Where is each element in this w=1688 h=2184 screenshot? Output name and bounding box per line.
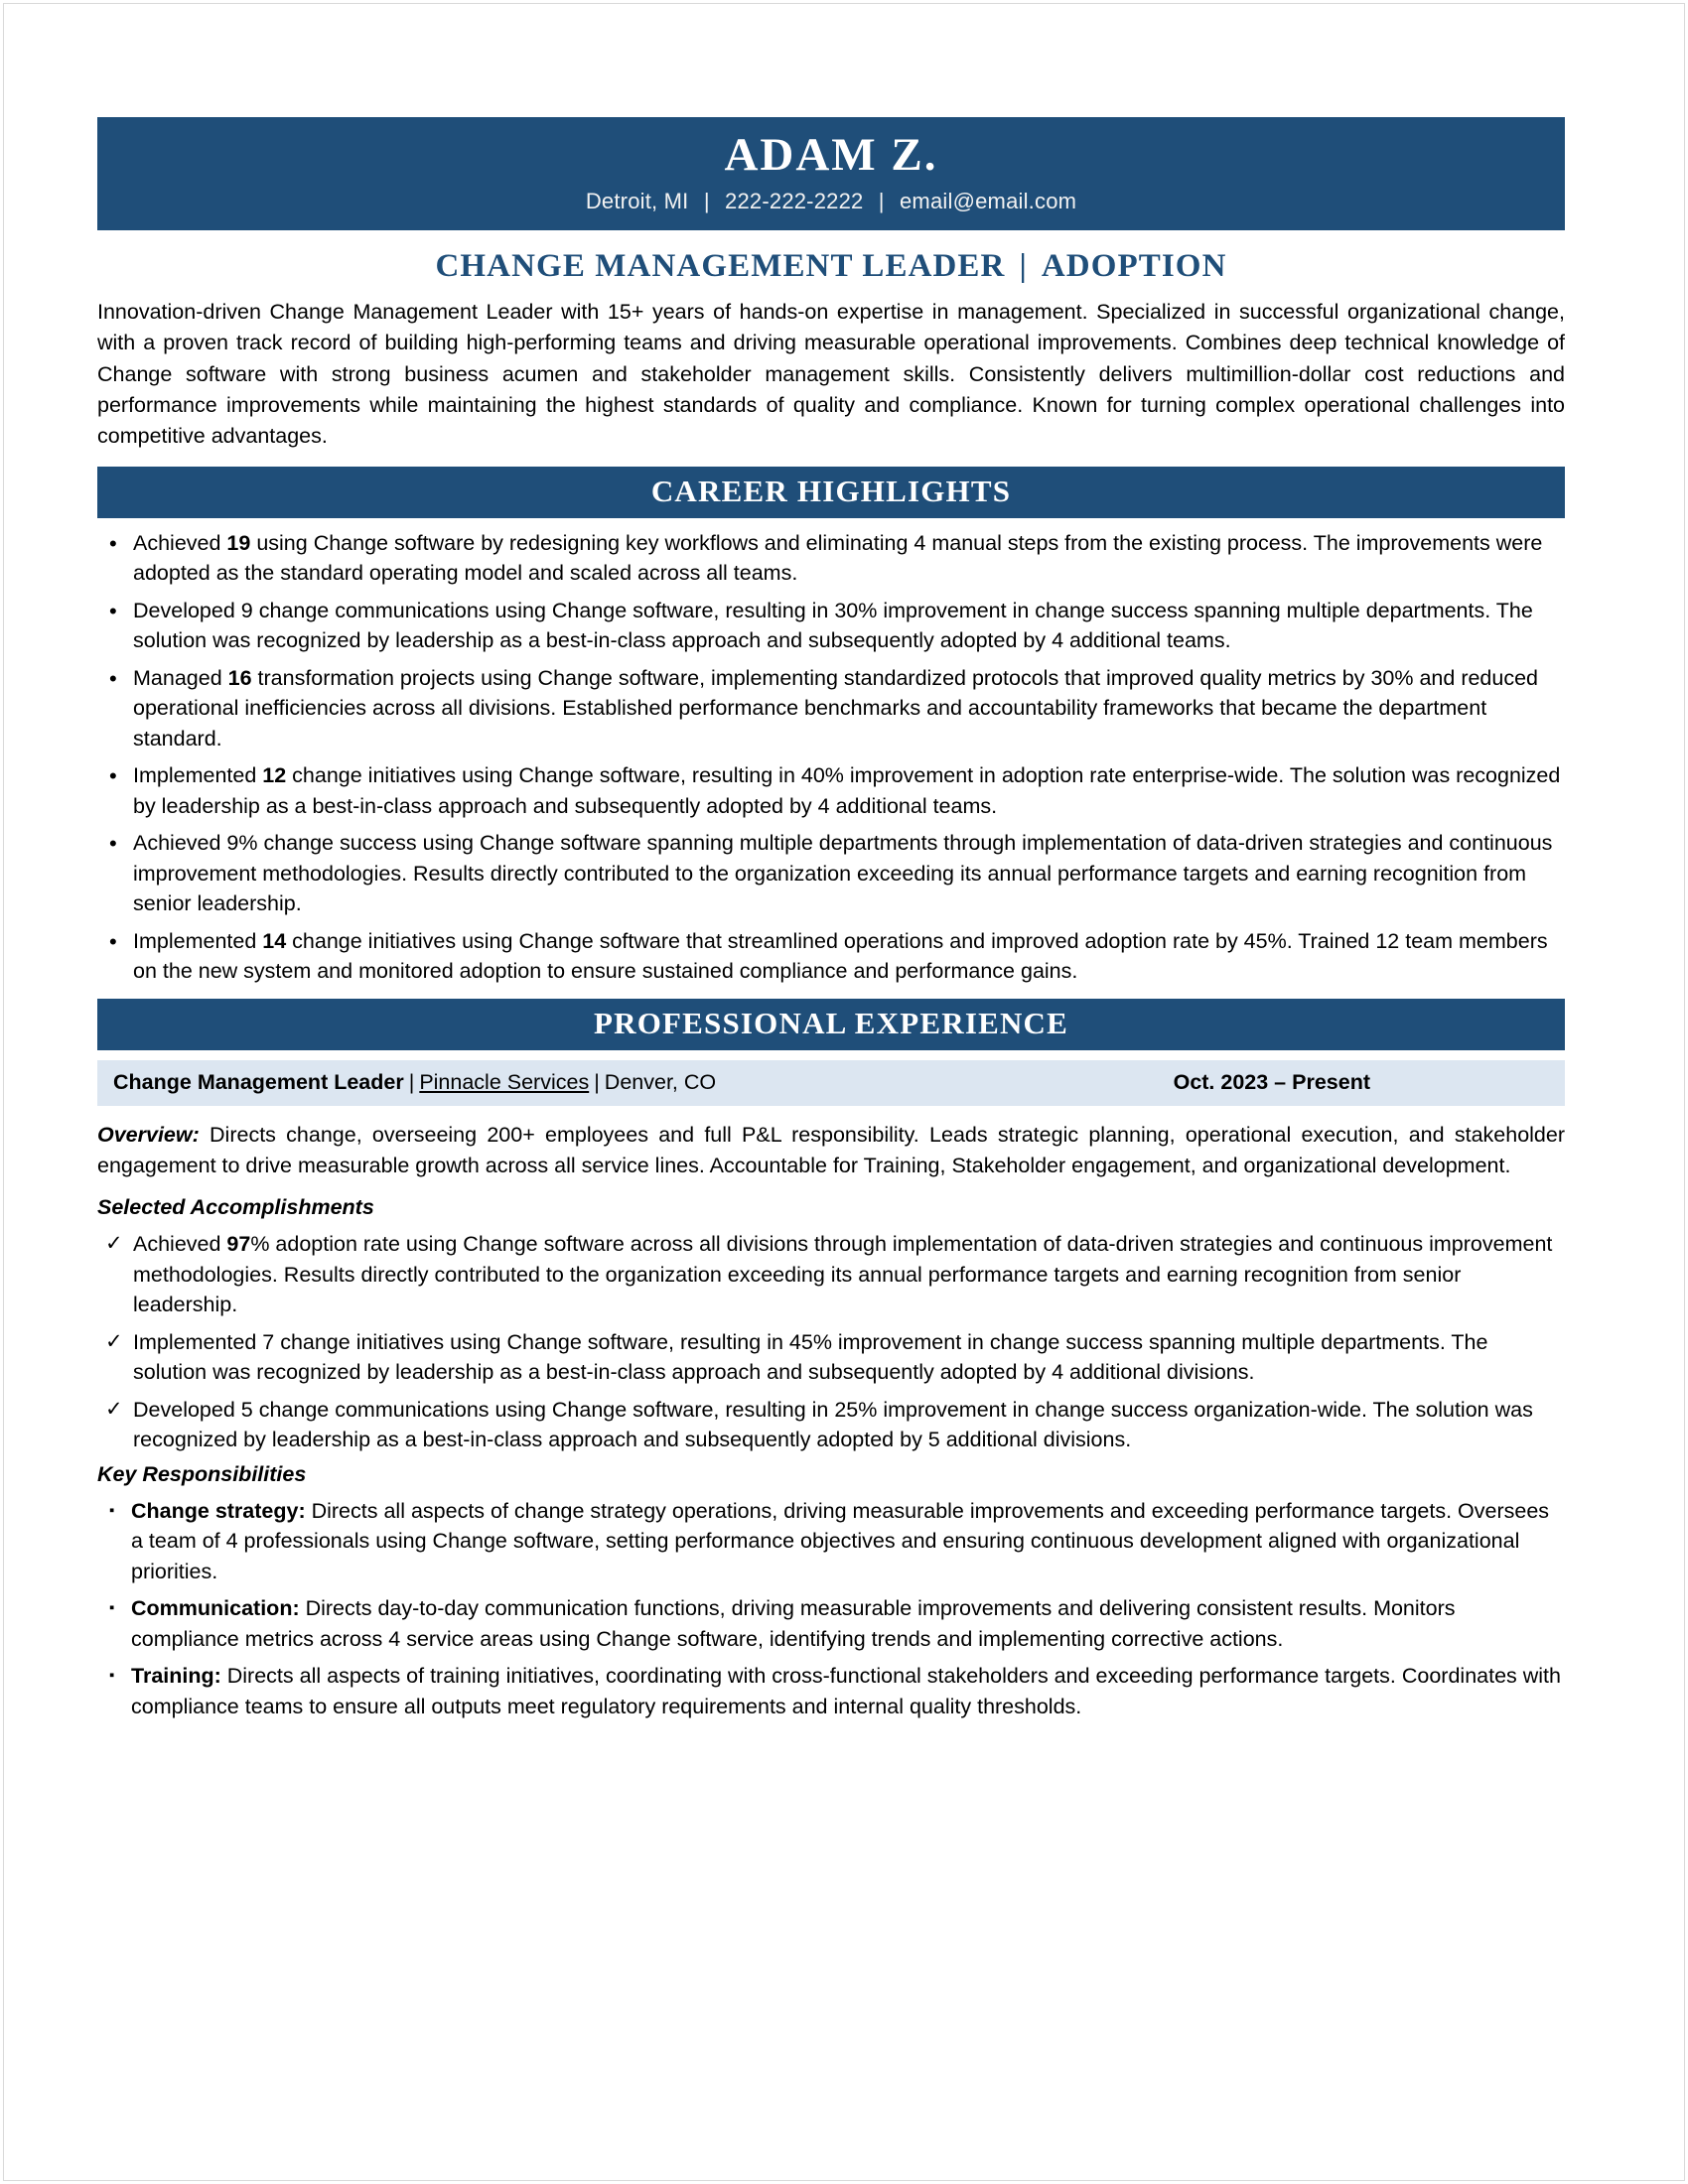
item-text-pre: Managed	[133, 665, 228, 690]
job-separator-1: |	[408, 1069, 415, 1094]
job-header-bar	[97, 1060, 1565, 1106]
list-item	[97, 596, 1565, 656]
item-text: Implemented 7 change initiatives using Change software, resulting in 45% improvement in change success spanning multiple departments. The solution was recognized by leadership as a best-in-class approach and subsequently adopted by 4 additional divisions.	[133, 1329, 1488, 1385]
responsibility-label: Communication:	[131, 1596, 300, 1621]
candidate-name: ADAM Z.	[724, 129, 938, 181]
contact-separator-1: |	[703, 188, 710, 213]
list-item	[97, 1593, 1565, 1654]
dot-marker-icon: •	[109, 831, 117, 857]
contact-phone: 222-222-2222	[725, 188, 864, 213]
list-item	[97, 926, 1565, 987]
selected-accomplishments-heading: Selected Accomplishments	[97, 1195, 374, 1220]
contact-email: email@email.com	[900, 188, 1077, 213]
professional-summary: Innovation-driven Change Management Leader with 15+ years of hands-on expertise in management. Specialized in successful organizational change, with a proven track record of building high-performing teams and driving measurable operational improvements. Combines deep technical knowledge of Change software with strong business acumen and stakeholder management skills. Consistently delivers multimillion-dollar cost reductions and performance improvements while maintaining the highest standards of quality and compliance. Known for turning complex operational challenges into competitive advantages.	[97, 299, 1565, 449]
dot-marker-icon: •	[109, 530, 117, 556]
item-text: transformation projects using Change software, implementing standardized protocols that improved quality metrics by 30% and reduced operational inefficiencies across all divisions. Established performance benchmarks and accountability frameworks that became the department standard.	[133, 665, 1539, 751]
item-highlight-value: 12	[262, 763, 287, 788]
dot-marker-icon: •	[109, 763, 117, 789]
item-text: Achieved 9% change success using Change software spanning multiple departments through implementation of data-driven strategies and continuous improvement methodologies. Results directly contributed to the organization exceeding its annual performance targets and earning recognition from senior leadership.	[133, 831, 1553, 916]
check-marker-icon: ✓	[105, 1329, 123, 1353]
professional-headline	[97, 248, 1565, 285]
name-header-banner	[97, 117, 1565, 230]
job-location: Denver, CO	[604, 1069, 717, 1094]
key-responsibilities-heading: Key Responsibilities	[97, 1461, 307, 1486]
section-title-professional-experience: PROFESSIONAL EXPERIENCE	[593, 1005, 1069, 1040]
resume-content	[97, 117, 1565, 1728]
job-dates: Oct. 2023 – Present	[1173, 1069, 1370, 1094]
item-text: change initiatives using Change software that streamlined operations and improved adoption rate by 45%. Trained 12 team members on the new system and monitored adoption to ensure sustained compliance and performance gains.	[133, 928, 1548, 984]
item-text: Developed 5 change communications using Change software, resulting in 25% improvement in change success organization-wide. The solution was recognized by leadership as a best-in-class approach and subsequently adopted by 5 additional divisions.	[133, 1397, 1533, 1452]
dot-marker-icon: •	[109, 598, 117, 623]
check-marker-icon: ✓	[105, 1232, 123, 1256]
responsibility-text: Directs all aspects of training initiatives, coordinating with cross-functional stakeholders and exceeding performance targets. Coordinates with compliance teams to ensure all outputs meet regulatory requirements and internal quality thresholds.	[131, 1664, 1561, 1718]
contact-separator-2: |	[878, 188, 885, 213]
job-identity	[113, 1070, 716, 1095]
list-item	[97, 528, 1565, 589]
dot-marker-icon: •	[109, 665, 117, 691]
item-highlight-value: 97	[226, 1232, 251, 1257]
overview-text: Directs change, overseeing 200+ employees and full P&L responsibility. Leads strategic planning, operational execution, and stakeholder engagement to drive measurable growth across all service lines. Accountable for Training, Stakeholder engagement, and organizational development.	[97, 1122, 1565, 1178]
selected-accomplishments-list	[97, 1229, 1565, 1455]
dot-marker-icon: •	[109, 928, 117, 954]
square-marker-icon: ▪	[109, 1667, 115, 1685]
key-responsibilities-list	[97, 1496, 1565, 1722]
job-company[interactable]: Pinnacle Services	[419, 1069, 590, 1094]
item-text: change initiatives using Change software, resulting in 40% improvement in adoption rate enterprise-wide. The solution was recognized by leadership as a best-in-class approach and subsequently adopted by 4 additional teams.	[133, 763, 1561, 818]
item-text: % adoption rate using Change software across all divisions through implementation of data-driven strategies and continuous improvement methodologies. Results directly contributed to the organization exceeding its annual performance targets and earning recognition from senior leadership.	[133, 1232, 1553, 1317]
headline-separator: |	[1019, 247, 1028, 284]
list-item	[97, 1661, 1565, 1721]
list-item	[97, 663, 1565, 754]
square-marker-icon: ▪	[109, 1599, 115, 1617]
responsibility-label: Change strategy:	[131, 1498, 306, 1523]
item-text: using Change software by redesigning key workflows and eliminating 4 manual steps from the existing process. The improvements were adopted as the standard operating model and scaled across all teams.	[133, 530, 1543, 586]
responsibility-text: Directs day-to-day communication functions, driving measurable improvements and delivering consistent results. Monitors compliance metrics across 4 service areas using Change software, identifying trends and implementing corrective actions.	[131, 1596, 1456, 1651]
item-text-pre: Achieved	[133, 530, 227, 555]
square-marker-icon: ▪	[109, 1501, 115, 1519]
job-separator-2: |	[594, 1069, 600, 1094]
item-highlight-value: 14	[262, 928, 287, 953]
section-bar-career-highlights	[97, 467, 1565, 518]
career-highlights-list	[97, 528, 1565, 987]
overview-label: Overview:	[97, 1122, 200, 1147]
contact-location: Detroit, MI	[585, 188, 689, 213]
item-text: Developed 9 change communications using Change software, resulting in 30% improvement in change success spanning multiple departments. The solution was recognized by leadership as a best-in-class approach and subsequently adopted by 4 additional teams.	[133, 598, 1533, 653]
list-item	[97, 760, 1565, 821]
list-item	[97, 1327, 1565, 1388]
section-title-career-highlights: CAREER HIGHLIGHTS	[650, 473, 1012, 508]
item-text-pre: Achieved	[133, 1232, 227, 1257]
item-text-pre: Implemented	[133, 763, 263, 788]
responsibility-text: Directs all aspects of change strategy operations, driving measurable improvements and exceeding performance targets. Oversees a team of 4 professionals using Change software, setting performance objectives and ensuring continuous development aligned with organizational priorities.	[131, 1498, 1550, 1583]
contact-line	[97, 189, 1565, 214]
list-item	[97, 1229, 1565, 1320]
list-item	[97, 1395, 1565, 1455]
item-highlight-value: 16	[227, 665, 252, 690]
item-text-pre: Implemented	[133, 928, 263, 953]
item-highlight-value: 19	[226, 530, 251, 555]
headline-right: ADOPTION	[1041, 247, 1227, 284]
list-item	[97, 1496, 1565, 1587]
responsibility-label: Training:	[131, 1664, 221, 1689]
job-title: Change Management Leader	[113, 1069, 404, 1094]
section-bar-professional-experience	[97, 999, 1565, 1050]
job-overview	[97, 1120, 1565, 1181]
headline-left: CHANGE MANAGEMENT LEADER	[435, 247, 1006, 284]
list-item	[97, 828, 1565, 919]
check-marker-icon: ✓	[105, 1397, 123, 1421]
